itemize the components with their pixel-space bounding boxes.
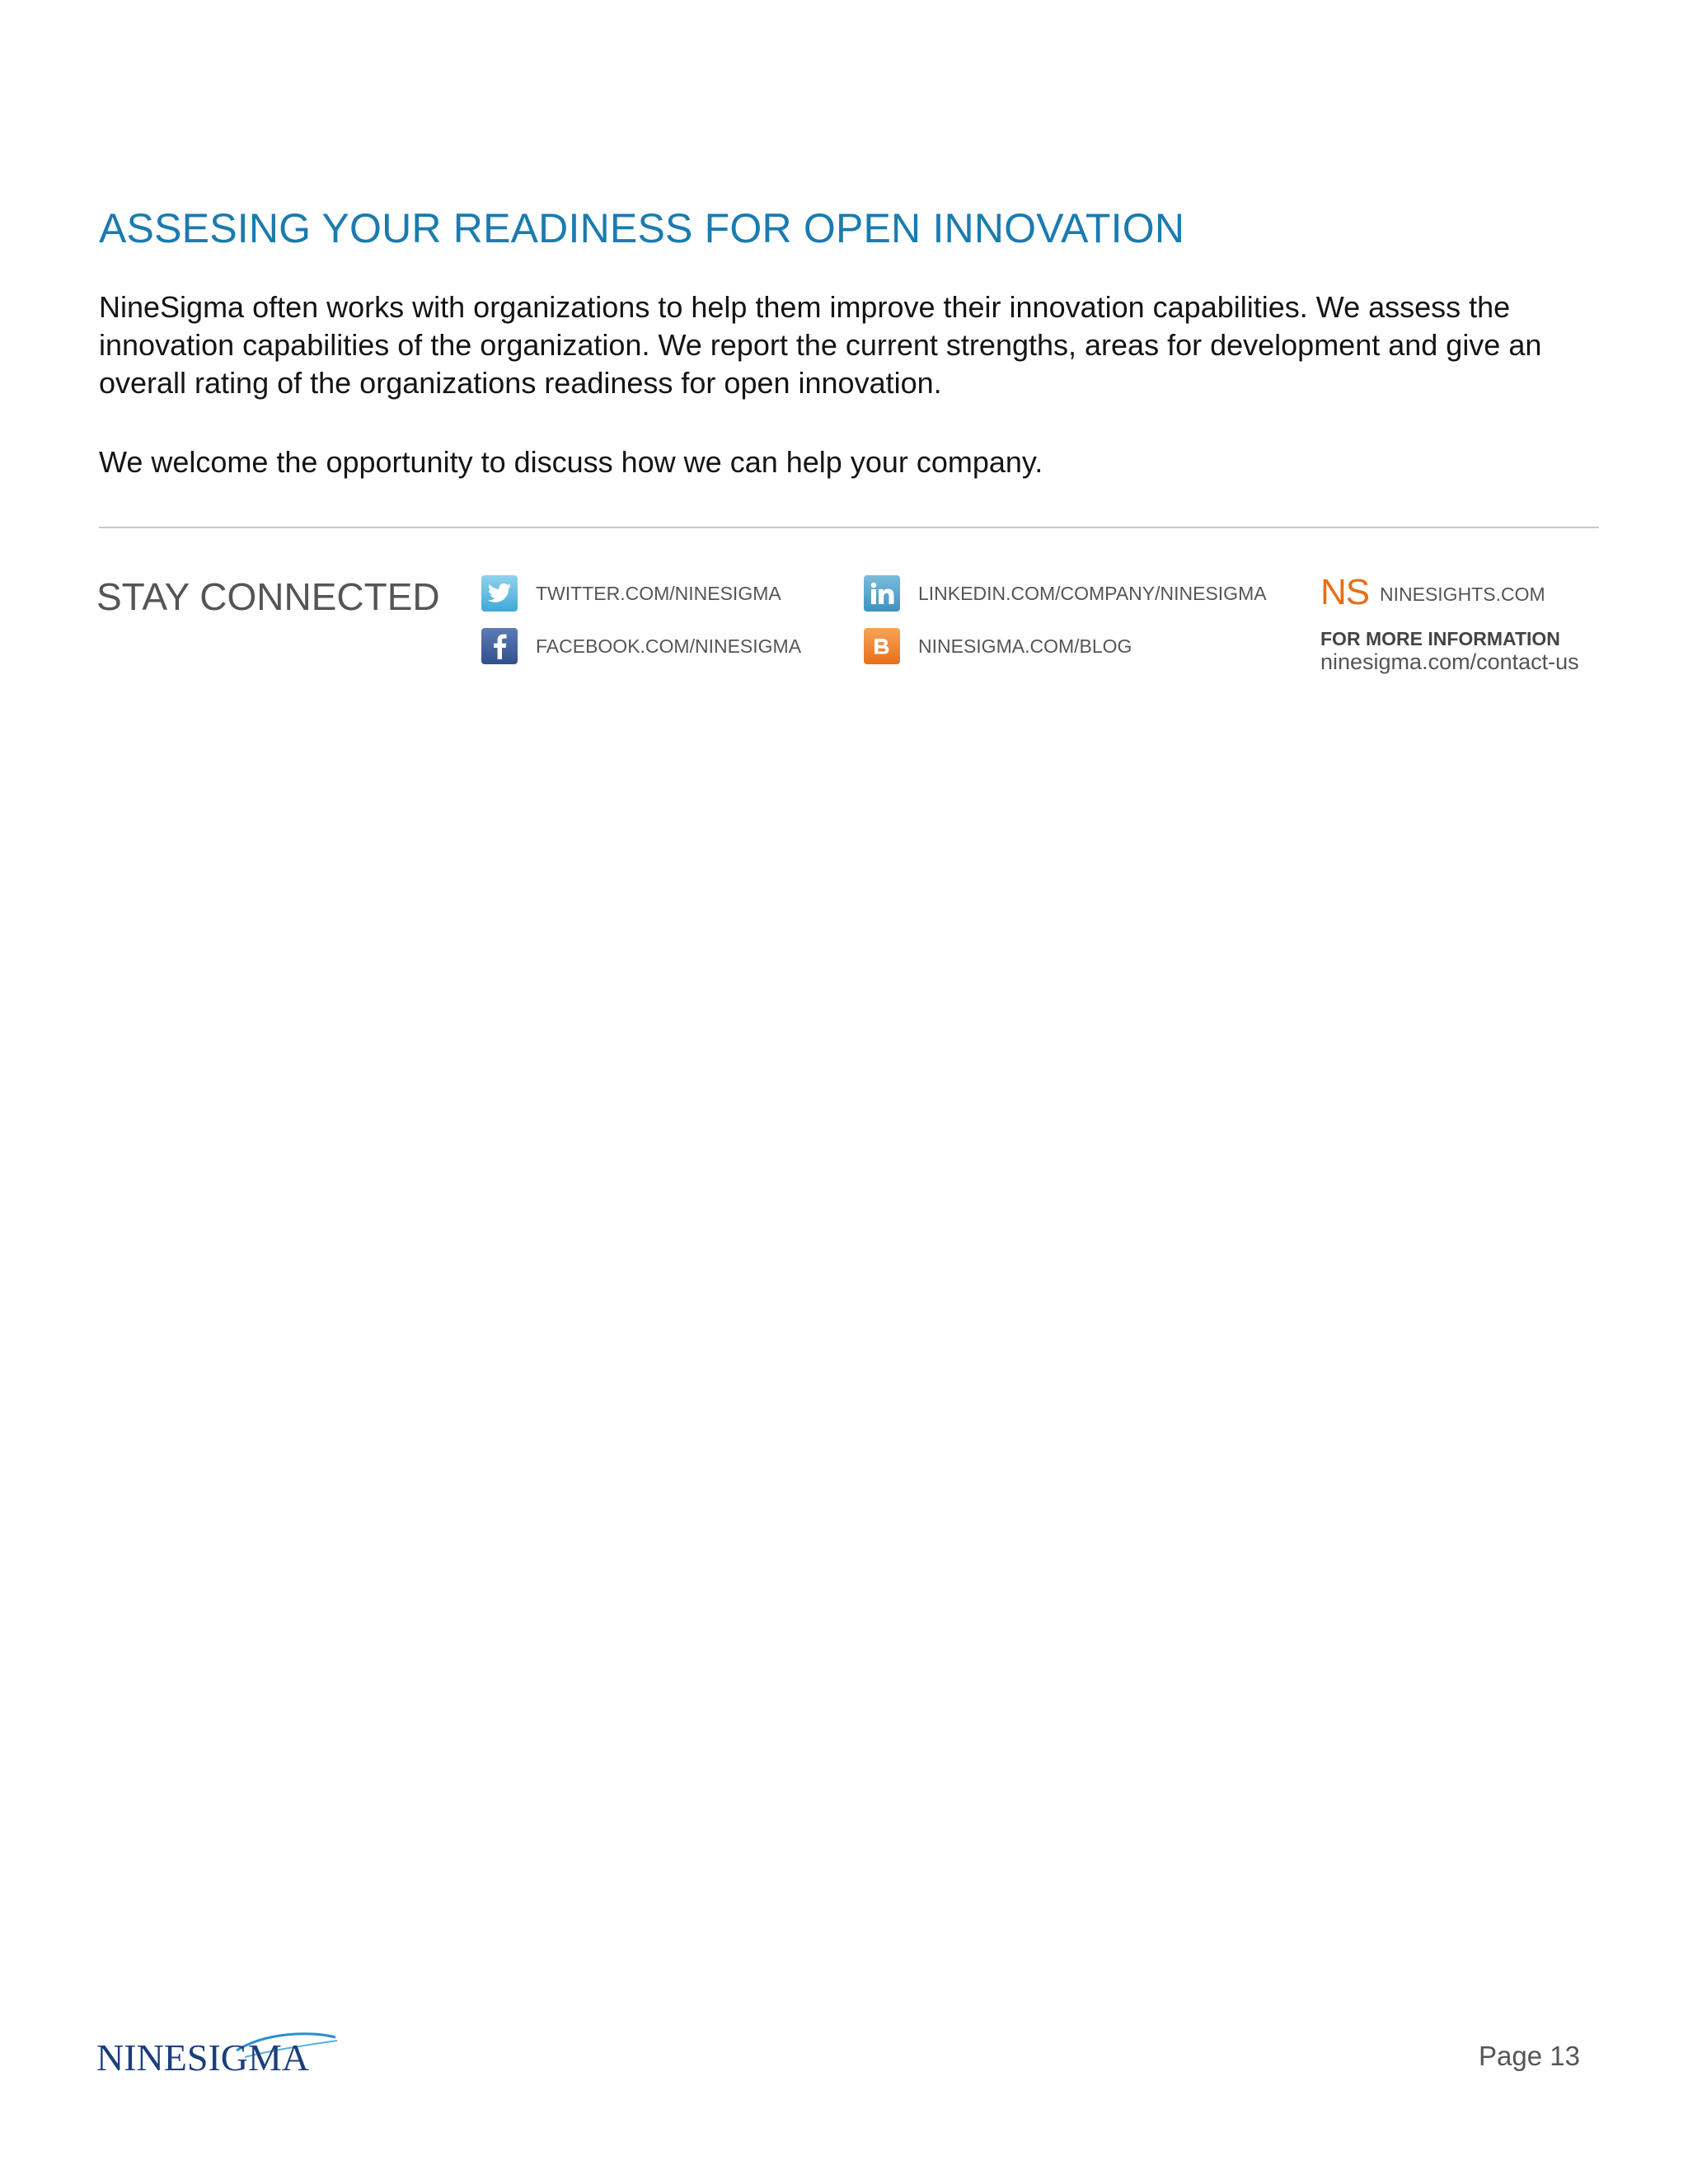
facebook-link-label: FACEBOOK.COM/NINESIGMA <box>536 635 802 657</box>
linkedin-icon <box>864 575 900 612</box>
stay-connected-title: STAY CONNECTED <box>96 575 440 618</box>
facebook-icon <box>481 628 518 664</box>
welcome-paragraph: We welcome the opportunity to discuss how we can help your company. <box>99 445 1043 479</box>
linkedin-link-label: LINKEDIN.COM/COMPANY/NINESIGMA <box>918 582 1267 604</box>
ninesights-logo: NS <box>1320 572 1370 612</box>
ninesigma-logo <box>96 2029 344 2075</box>
svg-text:NINESIGMA <box>96 2036 309 2075</box>
intro-paragraph: NineSigma often works with organizations to help them improve their innovation capabilities. We assess the innovation capabilities of the organization. We report the current strengths, areas for development and give an overall rating of the organizations readiness for open innovation. <box>99 290 1542 400</box>
linkedin-link[interactable] <box>864 575 1267 612</box>
ninesights-link[interactable]: NINESIGHTS.COM <box>1380 583 1545 605</box>
section-divider <box>99 527 1599 528</box>
contact-us-link[interactable]: ninesigma.com/contact-us <box>1320 649 1579 674</box>
facebook-link[interactable] <box>481 628 801 664</box>
more-info-label: FOR MORE INFORMATION <box>1320 628 1560 649</box>
twitter-link[interactable] <box>481 575 781 612</box>
page-number: Page 13 <box>1479 2041 1580 2071</box>
page-heading: ASSESING YOUR READINESS FOR OPEN INNOVATION <box>99 205 1185 251</box>
blog-link[interactable] <box>864 628 1132 664</box>
ninesigma-logo-text: NINESIGMA <box>96 2036 310 2075</box>
blog-icon <box>864 628 900 664</box>
twitter-link-label: TWITTER.COM/NINESIGMA <box>536 582 781 604</box>
blog-link-label: NINESIGMA.COM/BLOG <box>918 635 1132 657</box>
twitter-icon <box>481 575 518 612</box>
